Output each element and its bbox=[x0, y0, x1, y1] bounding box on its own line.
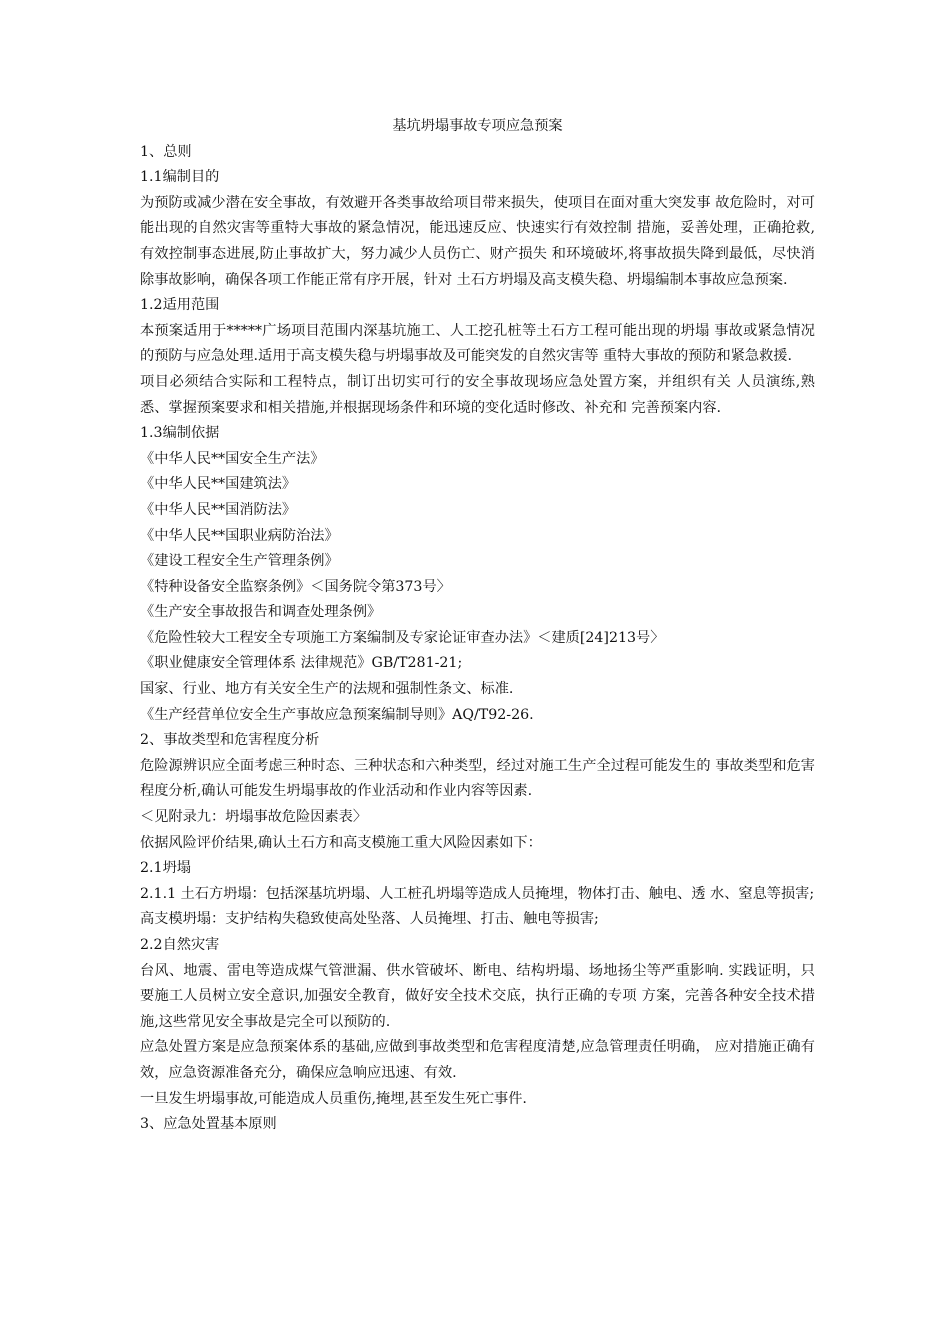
section-heading: 1.2适用范围 bbox=[140, 297, 220, 314]
body-paragraph: 《生产安全事故报告和调查处理条例》 bbox=[140, 604, 382, 621]
body-paragraph: 《建设工程安全生产管理条例》 bbox=[140, 553, 339, 570]
body-paragraph: 危险源辨识应全面考虑三种时态、三种状态和六种类型，经过对施工生产全过程可能发生的 事故类型和危害程度分析,确认可能发生坍塌事故的作业活动和作业内容等因素. bbox=[140, 757, 815, 800]
body-paragraph: 一旦发生坍塌事故,可能造成人员重伤,掩埋,甚至发生死亡事件. bbox=[140, 1090, 527, 1107]
body-paragraph: 《中华人民**国安全生产法》 bbox=[140, 450, 325, 467]
body-paragraph: 《危险性较大工程安全专项施工方案编制及专家论证审查办法》＜建质[24]213号〉 bbox=[140, 629, 665, 646]
body-paragraph: 台风、地震、雷电等造成煤气管泄漏、供水管破坏、断电、结构坍塌、场地扬尘等严重影响. 实践证明，只要施工人员树立安全意识,加强安全教育，做好安全技术交底，执行正确的专项 方案，完善各种安全技术措施,这些常见安全事故是完全可以预防的. bbox=[140, 962, 815, 1030]
body-paragraph: 国家、行业、地方有关安全生产的法规和强制性条文、标准. bbox=[140, 681, 514, 698]
body-paragraph: 《中华人民**国消防法》 bbox=[140, 501, 297, 518]
body-paragraph: 《生产经营单位安全生产事故应急预案编制导则》AQ/T92-26. bbox=[140, 706, 534, 723]
section-heading: 1.1编制目的 bbox=[140, 169, 220, 186]
body-paragraph: 高支模坍塌：支护结构失稳致使高处坠落、人员掩埋、打击、触电等损害; bbox=[140, 911, 599, 928]
body-paragraph: 《中华人民**国职业病防治法》 bbox=[140, 527, 339, 544]
body-paragraph: 2.1.1 土石方坍塌：包括深基坑坍塌、人工桩孔坍塌等造成人员掩埋，物体打击、触电、透 水、窒息等损害; bbox=[140, 885, 815, 902]
document-page bbox=[140, 114, 815, 1138]
document-title: 基坑坍塌事故专项应急预案 bbox=[392, 118, 563, 134]
section-heading: 2.2自然灾害 bbox=[140, 937, 220, 953]
body-paragraph: 《特种设备安全监察条例》＜国务院令第373号〉 bbox=[140, 578, 451, 595]
body-paragraph: 本预案适用于*****广场项目范围内深基坑施工、人工挖孔桩等土石方工程可能出现的坍塌 事故或紧急情况的预防与应急处理.适用于高支模失稳与坍塌事故及可能突发的自然灾害等 重特大事故的预防和紧急救援. bbox=[140, 322, 815, 365]
body-paragraph: 《职业健康安全管理体系 法律规范》GB/T281-21; bbox=[140, 655, 463, 672]
document-body bbox=[140, 140, 815, 1138]
section-heading: 1.3编制依据 bbox=[140, 425, 220, 442]
body-paragraph: 依据风险评价结果,确认土石方和高支模施工重大风险因素如下： bbox=[140, 834, 542, 851]
body-paragraph: 《中华人民**国建筑法》 bbox=[140, 476, 297, 493]
body-paragraph: 项目必须结合实际和工程特点，制订出切实可行的安全事故现场应急处置方案，并组织有关 人员演练,熟悉、掌握预案要求和相关措施,并根据现场条件和环境的变化适时修改、补充和 完善预案内容. bbox=[140, 373, 815, 416]
body-paragraph: 应急处置方案是应急预案体系的基础,应做到事故类型和危害程度清楚,应急管理责任明确， 应对措施正确有效，应急资源准备充分，确保应急响应迅速、有效. bbox=[140, 1039, 815, 1081]
section-heading: 1、总则 bbox=[140, 143, 192, 160]
body-paragraph: 为预防或减少潜在安全事故，有效避开各类事故给项目带来损失，使项目在面对重大突发事 故危险时，对可能出现的自然灾害等重特大事故的紧急情况，能迅速反应、快速实行有效控制 措施，妥善处理，正确抢救,有效控制事态进展,防止事故扩大，努力减少人员伤亡、财产损失 和环境破坏,将事故损失降到最低，尽快消除事故影响，确保各项工作能正常有序开展，针对 土石方坍塌及高支模失稳、坍塌编制本事故应急预案. bbox=[140, 194, 815, 288]
section-heading: 2.1坍塌 bbox=[140, 860, 191, 877]
section-heading: 2、事故类型和危害程度分析 bbox=[140, 732, 320, 749]
section-heading: 3、应急处置基本原则 bbox=[140, 1116, 277, 1133]
body-paragraph: ＜见附录九：坍塌事故危险因素表〉 bbox=[140, 809, 368, 826]
